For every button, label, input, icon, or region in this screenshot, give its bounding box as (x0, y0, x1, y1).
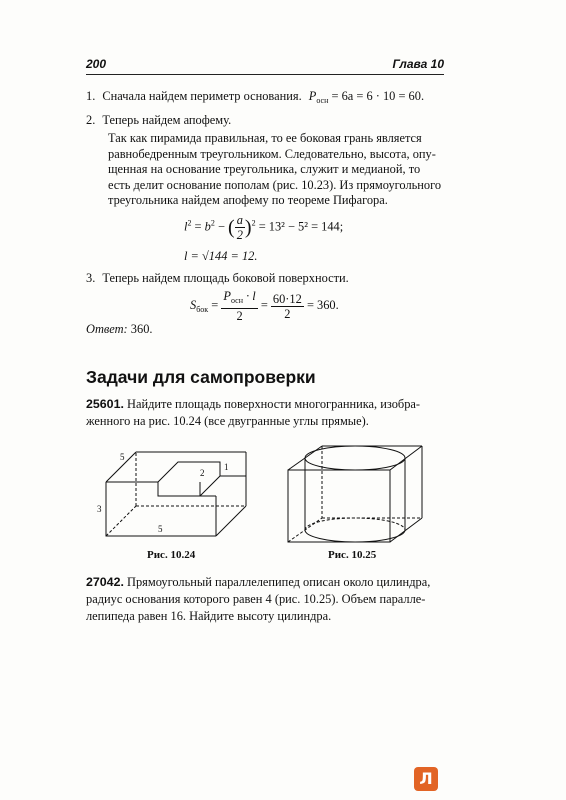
fig1-notch (158, 462, 220, 496)
fig2-cylinder-top (305, 446, 405, 470)
page-number: 200 (86, 57, 107, 71)
step-2 (86, 112, 231, 129)
problem-line: женного на рис. 10.24 (все двугранные углы прямые). (86, 414, 369, 428)
equation-result: = 360. (306, 297, 339, 312)
paragraph-line: равнобедренным треугольником. Следовательно, высота, опу- (108, 146, 436, 161)
equation-apothem: $l^2 = b^2$ − ( $\frac{a}{2}$ )$^2$ = 13² − 5² = 144; (184, 213, 344, 242)
figure-10-25 (286, 442, 426, 546)
fig1-label: 2 (200, 468, 205, 478)
chapter-title: Глава 10 (392, 57, 444, 71)
answer (86, 321, 152, 338)
fig1-hidden-edge (106, 506, 136, 536)
fig1-bottom-right (216, 506, 246, 536)
fig2-edge (390, 518, 422, 542)
equation-apothem-root: l = √144 = 12. (184, 249, 258, 263)
problem-line: радиус основания которого равен 4 (рис. 10.25). Объем паралле- (86, 592, 426, 606)
step-1-formula-lhs: $P_{осн}$ (308, 89, 329, 105)
step-3-text: Теперь найдем площадь боковой поверхности. (102, 271, 349, 285)
fig2-edge (390, 446, 422, 470)
fig1-label: 5 (120, 452, 125, 462)
step-1-text: Сначала найдем периметр основания. (102, 89, 302, 103)
step-1-number: 1. (86, 89, 96, 103)
problem-number: 27042. (86, 575, 124, 589)
paragraph-line: Так как пирамида правильная, то ее боковая грань является (108, 131, 422, 145)
fraction-numeric: $\frac{60\cdot 12}{2}$ (272, 291, 302, 321)
fig2-front-face (288, 470, 390, 542)
problem-25601 (86, 396, 444, 430)
fig1-label: 3 (97, 504, 102, 514)
step-3-number: 3. (86, 271, 96, 285)
fraction-a-over-2: $\frac{a}{2}$ (236, 213, 243, 242)
step-1 (86, 88, 424, 109)
step-3 (86, 270, 349, 287)
publisher-logo: Л (414, 767, 438, 791)
fig1-label: 1 (224, 462, 229, 472)
running-header (86, 57, 444, 71)
problem-27042 (86, 574, 444, 625)
problem-line: 25601. Найдите площадь поверхности многогранника, изобра- (86, 397, 421, 411)
problem-line: лепипеда равен 16. Найдите высоту цилиндра. (86, 609, 332, 623)
step-1-formula-rhs: = 6a = 6 · 10 = 60. (331, 89, 425, 103)
fig1-label: 5 (158, 524, 163, 534)
section-title: Задачи для самопроверки (86, 367, 316, 387)
answer-label: Ответ: (86, 322, 128, 336)
step-2-number: 2. (86, 113, 96, 127)
paragraph-line: треугольника найдем апофему по теореме Пифагора. (108, 193, 388, 207)
answer-value: 360. (130, 322, 153, 336)
paragraph-line: есть делит основание пополам (рис. 10.23). Из прямоугольного (108, 177, 442, 192)
step-2-text: Теперь найдем апофему. (102, 113, 232, 127)
step-2-paragraph (108, 131, 444, 209)
figure-10-24-caption: Рис. 10.24 (147, 549, 196, 561)
figure-10-24 (96, 444, 256, 544)
problem-line: 27042. Прямоугольный параллелепипед описан около цилиндра, (86, 575, 431, 589)
figure-10-25-caption: Рис. 10.25 (328, 549, 377, 561)
problem-number: 25601. (86, 397, 124, 411)
paragraph-line: щенная на основание треугольника, служит и медианой, то (108, 162, 421, 176)
fraction-perimeter-apothem: $\frac{P_{осн} \cdot l}{2}$ (223, 289, 256, 323)
equation-lateral-area: $S_{бок}$ = $\frac{P_{осн} \cdot l}{2}$ = $\frac{60\cdot 12}{2}$ = 360. (190, 289, 339, 323)
equation-apothem-tail: = 13² − 5² = 144; (258, 219, 344, 234)
header-rule (86, 74, 444, 75)
